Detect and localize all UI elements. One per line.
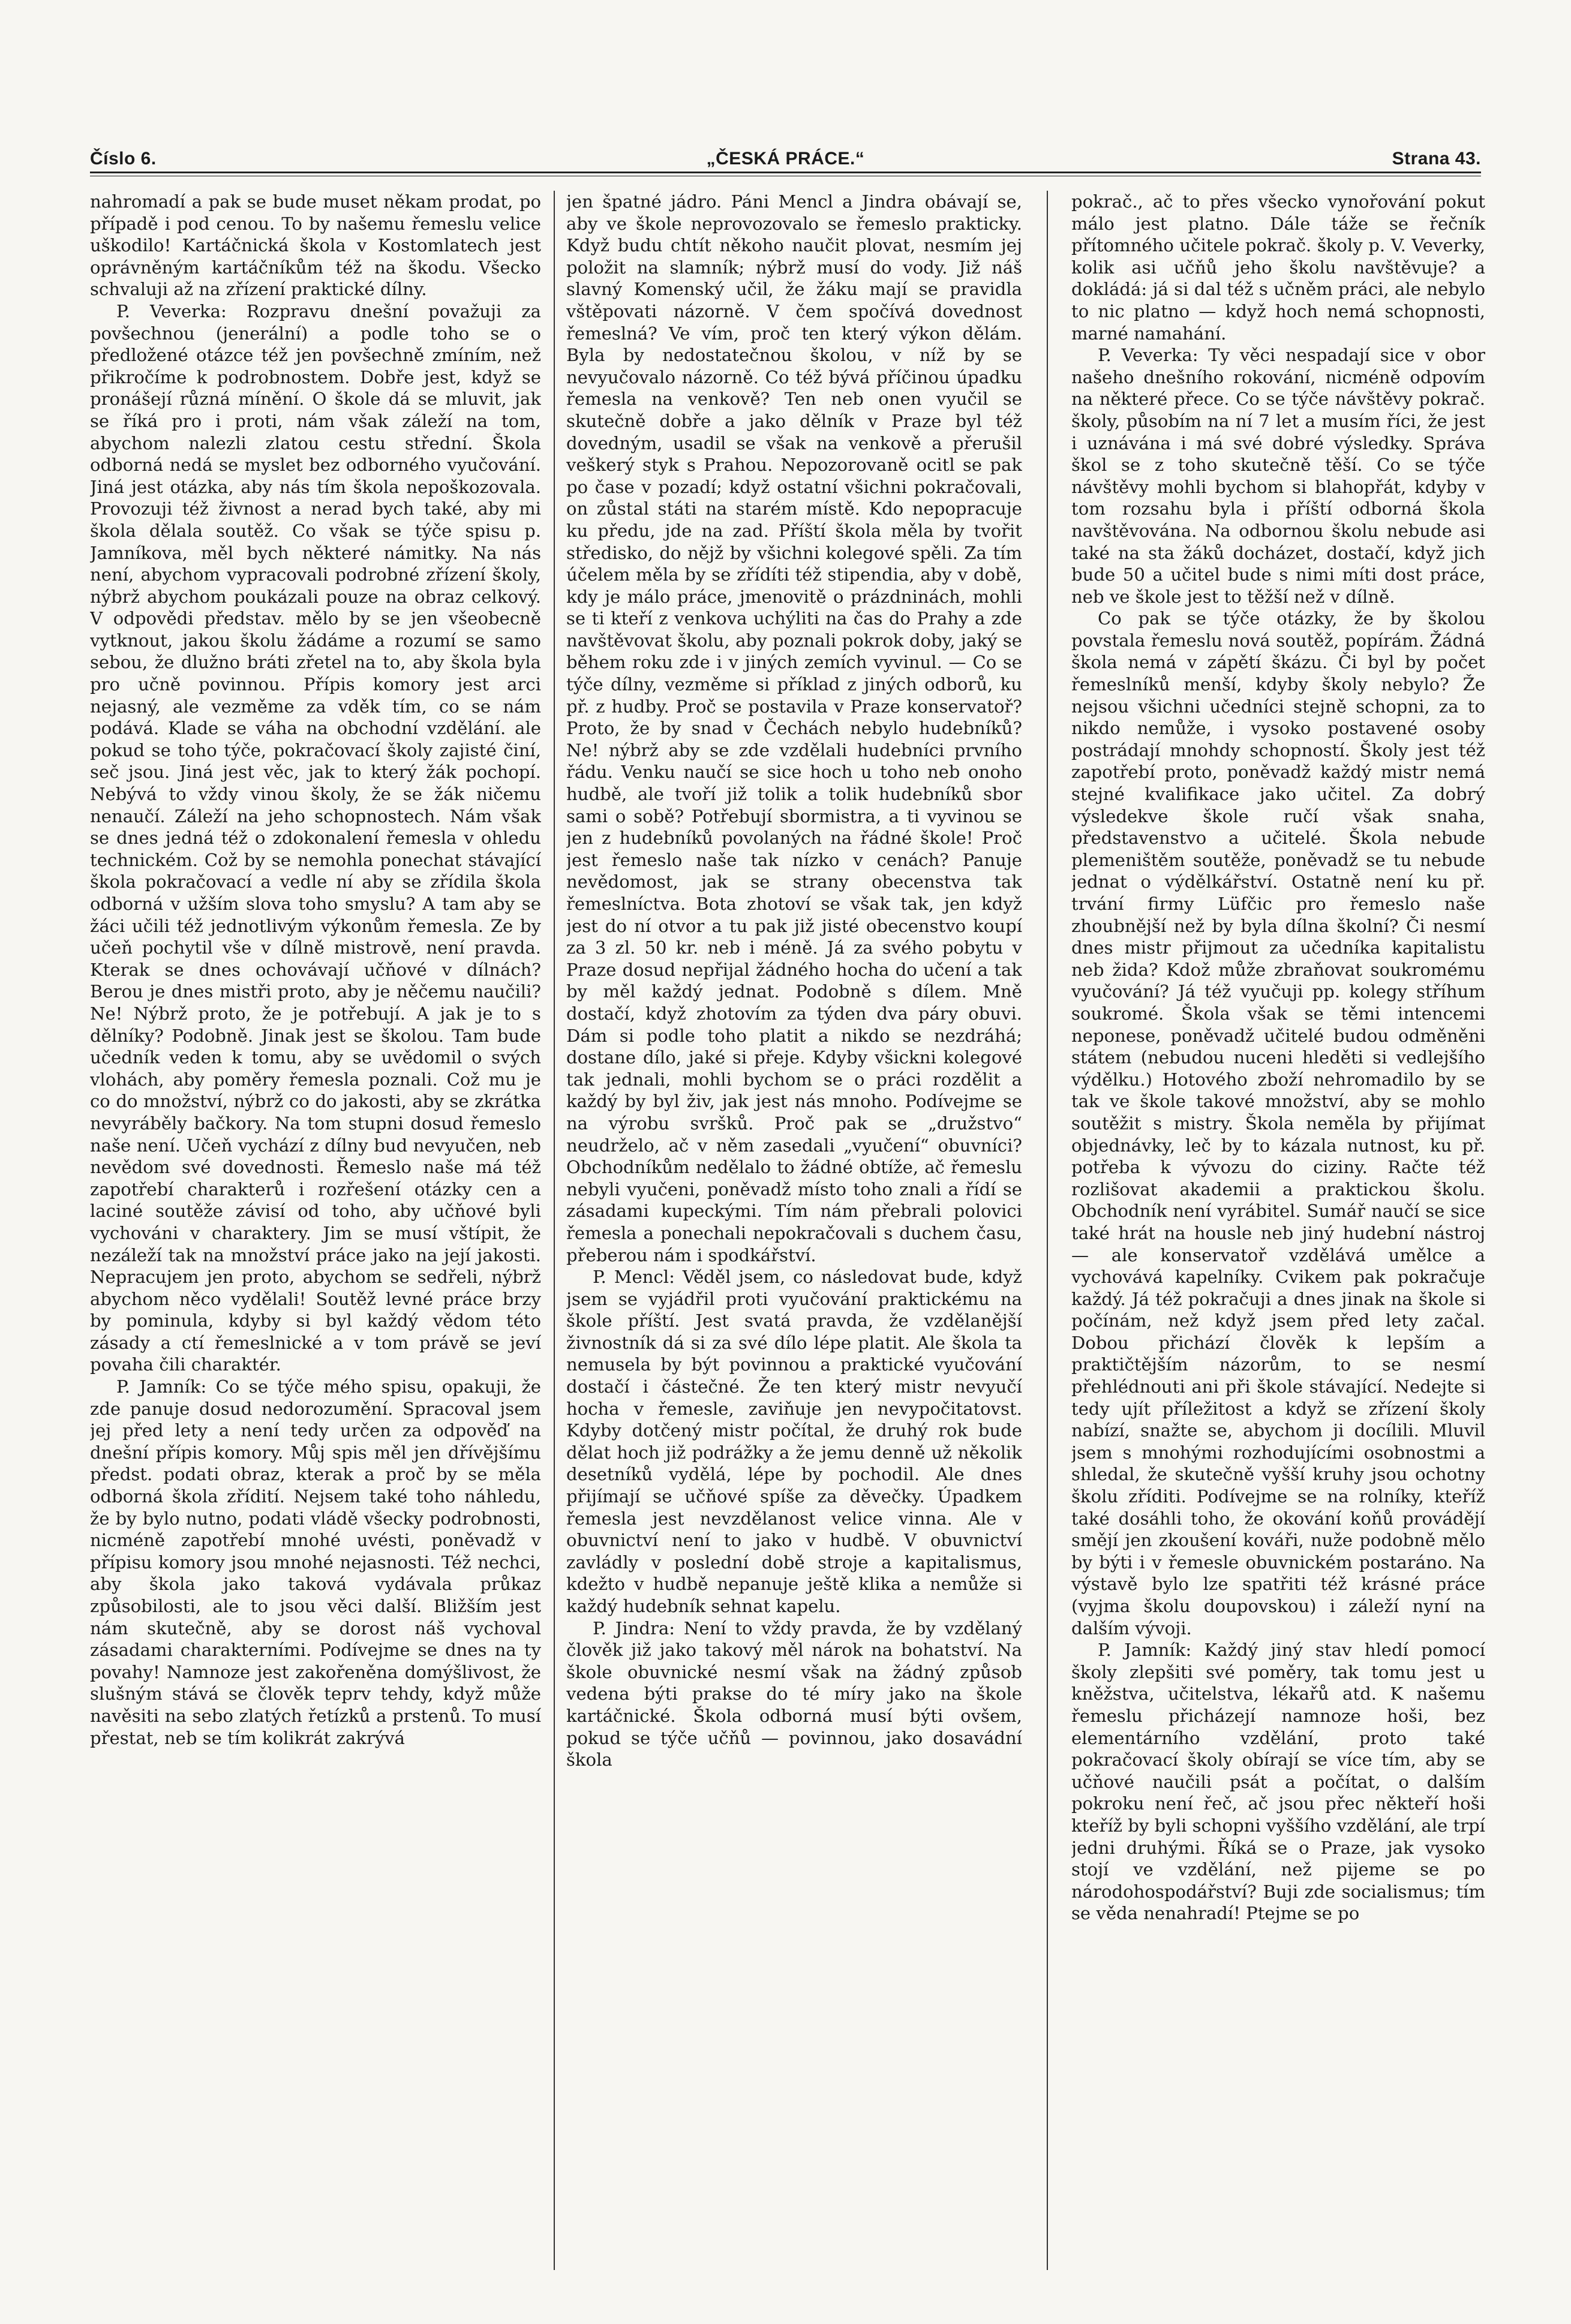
column-divider xyxy=(1047,191,1048,2270)
newspaper-title: „ČESKÁ PRÁCE.“ xyxy=(706,149,865,169)
column-1 xyxy=(90,191,541,2279)
header-rule xyxy=(90,172,1481,176)
paragraph: jen špatné jádro. Páni Mencl a Jindra obávají se, aby ve škole neprovozovalo se řemeslo prakticky. Když budu chtít někoho naučit plovat, nesmím jej položit na slamník; nýbrž musí do vody. Již náš slavný Komenský učil, že žáku mají se pravidla vštěpovati názorně. V čem spočívá dovednost řemeslná? Ve vím, proč ten který výkon dělám. Byla by nedostatečnou školou, v níž by se nevyučovalo názorně. Co též bývá příčinou úpadku řemesla na venkově? Ten neb onen vyučil se skutečně dobře a jako dělník v Praze byl též dovedným, usadil se však na venkově a přerušil veškerý styk s Prahou. Nepozorovaně ocitl se pak po čase v pozadí; když ostatní všichni pokračovali, on zůstal státi na starém místě. Kdo nepopracuje ku předu, jde na zad. Příští škola měla by tvořit středisko, do nějž by všichni kolegové spěli. Za tím účelem měla by se zřídíti též stipendia, aby v době, kdy je málo práce, jmenovitě o prázdninách, mohli se ti kteří z venkova uchýliti na čas do Prahy a zde navštěvovat školu, aby poznali pokrok doby, jaký se během roku zde i v jiných zemích vyvinul. — Co se týče dílny, vezměme si příklad z jiných odborů, ku př. z hudby. Proč se postavila v Praze konservatoř? Proto, že by snad v Čechách nebylo hudebníků? Ne! nýbrž aby se zde vzdělali hudebníci prvního řádu. Venku naučí se sice hoch u toho neb onoho hudbě, ale tvoří již tolik a tolik hudebníků sbor sami o sobě? Potřebují sbormistra, a ti vyvinou se jen z hudebníků povolaných na řádné škole! Proč jest řemeslo naše tak nízko v cenách? Panuje nevědomost, jak se strany obecenstva tak řemeslníctva. Bota zhotoví se však tak, jen když jest do ní otvor a tu pak již jisté obecenstvo koupí za 3 zl. 50 kr. neb i méně. Já za svého pobytu v Praze dosud nepřijal žádného hocha do učení a tak by měl každý jednat. Podobně s dílem. Mně dostačí, když zhotovím za týden dva páry obuvi. Dám si podle toho platit a nikdo se nezdráhá; dostane dílo, jaké si přeje. Kdyby všickni kolegové tak jednali, mohli bychom se o práci rozdělit a každý by byl živ, jak jest nás mnoho. Podívejme se na výrobu svršků. Proč pak se „družstvo“ neudrželo, ač v něm zasedali „vyučení“ obuvníci? Obchodníkům nedělalo to žádné obtíže, ač řemeslu nebyli vyučeni, poněvadž místo toho znali a řídí se zásadami kupeckými. Tím nám přebrali polovici řemesla a ponechali nepokračovali s duchem času, přeberou nám i spodkářství. xyxy=(566,191,1022,1265)
page-header xyxy=(90,133,1481,169)
paragraph: P. Jamník: Každý jiný stav hledí pomocí školy zlepšiti své poměry, tak tomu jest u kněžstva, učitelstva, lékařů atd. K našemu řemeslu přicházejí namnoze hoši, bez elementárního vzdělání, proto také pokračovací školy obírají se více tím, aby se učňové naučili psát a počítat, o dalším pokroku není řeč, ač jsou přec někteří hoši kteříž by byli schopni vyššího vzdělání, ale trpí jedni druhými. Říká se o Praze, jak vysoko stojí ve vzdělání, než pijeme se po národohospodářství? Buji zde socialismus; tím se věda nenahradí! Ptejme se po xyxy=(1071,1640,1485,1924)
column-divider xyxy=(554,191,555,2270)
paragraph: P. Jamník: Co se týče mého spisu, opakuji, že zde panuje dosud nedorozumění. Spracoval jsem jej před lety a není tedy určen za odpověď na dnešní přípis komory. Můj spis měl jen dřívějšímu předst. podati obraz, kterak a proč by se měla odborná škola zřídití. Nejsem také toho náhledu, že by bylo nutno, podati vládě všecky podrobnosti, nicméně zapotřebí mnohé uvésti, poněvadž v přípisu komory jsou mnohé nejasnosti. Též nechci, aby škola jako taková vydávala průkaz způsobilosti, ale to jsou věci další. Bližším jest nám skutečně, aby se dorost náš vychoval zásadami charakterními. Podívejme se dnes na ty povahy! Namnoze jest zakořeněna domýšlivost, že slušným stává se člověk teprv tehdy, když může navěsiti na sebo zlatých řetízků a prstenů. To musí přestat, neb se tím kolikrát zakrývá xyxy=(90,1376,541,1748)
paragraph: pokrač., ač to přes všecko vynořování pokut málo jest platno. Dále táže se řečník přítomného učitele pokrač. školy p. V. Veverky, kolik asi učňů jeho školu navštěvuje? a dokládá: já si dal též s učněm práci, ale nebylo to nic platno — když hoch nemá schopnosti, marné namahání. xyxy=(1071,191,1485,344)
paragraph: nahromadí a pak se bude muset někam prodat, po případě i pod cenou. To by našemu řemeslu velice uškodilo! Kartáčnická škola v Kostomlatech jest oprávněným kartáčníkům též na škodu. Všecko schvaluji až na zřízení praktické dílny. xyxy=(90,191,541,300)
paragraph: P. Mencl: Věděl jsem, co následovat bude, když jsem se vyjádřil proti vyučování praktickému na škole příští. Jest svatá pravda, že vzdělanější živnostník dá si za své dílo lépe platit. Ale škola ta nemusela by být povinnou a praktické vyučování dostačí i částečné. Že ten který mistr nevyučí hocha v řemesle, zaviňuje jen nevypočitatovst. Kdyby dotčený mistr počítal, že druhý rok bude dělat hoch již podrážky a že jemu denně už několik desetníků vydělá, lépe by pochodil. Ale dnes přijímají se učňové spíše za děvečky. Úpadkem řemesla jest nevzdělanost velice vinna. Ale v obuvnictví není to jako v hudbě. V obuvnictví zavládly v poslední době stroje a kapitalismus, kdežto v hudbě nepanuje ještě klika a nemůže si každý hudebník sehnat kapelu. xyxy=(566,1267,1022,1616)
paragraph: P. Veverka: Rozpravu dnešní považuji za povšechnou (jenerální) a podle toho se o předložené otázce též jen povšechně zmíním, než přikročíme k podrobnostem. Dobře jest, když se pronášejí různá mínění. O škole dá se mluvit, jak se říká pro i proti, nám však záleží na tom, abychom nalezli zlatou cestu střední. Škola odborná nedá se myslet bez odborného vyučování. Jiná jest otázka, aby nás tím škola nepoškozovala. Provozuji též živnost a nerad bych také, aby mi škola dělala soutěž. Co však se týče spisu p. Jamníkova, měl bych některé námitky. Na nás není, abychom vypracovali podrobné zřízení školy, nýbrž abychom poukázali pouze na obraz celkový. V odpovědi představ. mělo by se jen všeobecně vytknout, jakou školu žádáme a rozumí se samo sebou, že dlužno bráti zřetel na to, aby škola byla pro učně povinnou. Přípis komory jest arci nejasný, ale vezměme za vděk tím, co se nám podává. Klade se váha na obchodní vzdělání. ale pokud se toho týče, pokračovací školy zajisté činí, seč jsou. Jiná jest věc, jak to který žák pochopí. Nebývá to vždy vinou školy, že se žák ničemu nenaučí. Záleží na jeho schopnostech. Nám však se dnes jedná též o zdokonalení řemesla v ohledu technickém. Což by se nemohla ponechat stávající škola pokračovací a vedle ní aby se zřídila škola odborná v užším slova toho smyslu? A tam aby se žáci učili též jednotlivým výkonům řemesla. Ze by učeň pochytil vše v dílně mistrově, není pravda. Kterak se dnes ochovávají učňové v dílnách? Berou je dnes mistři proto, aby je něčemu naučili? Ne! Nýbrž proto, že je potřebují. A jak je to s dělníky? Podobně. Jinak jest se školou. Tam bude učedník veden k tomu, aby se uvědomil o svých vlohách, aby poměry řemesla poznali. Což mu je co do množství, nýbrž co do jakosti, aby se zkrátka nevyráběly bačkory. Na tom stupni dosud řemeslo naše není. Učeň vychází z dílny bud nevyučen, neb nevědom své dovednosti. Řemeslo naše má též zapotřebí charakterů i rozřešení otázky cen a laciné soutěže závisí od toho, aby učňové byli vychováni v charaktery. Jim se musí vštípit, že nezáleží tak na množství práce jako na její jakosti. Nepracujem jen proto, abychom se sedřeli, nýbrž abychom něco vydělali! Soutěž levné práce brzy by pominula, kdyby si byl každý vědom této zásady a ctí řemeslnické a v tom právě se jeví povaha čili charaktér. xyxy=(90,300,541,1375)
paragraph: Co pak se týče otázky, že by školou povstala řemeslu nová soutěž, popírám. Žádná škola nemá v zápětí škázu. Či byl by počet řemeslníků menší, kdyby školy nebylo? Že nejsou všichni učedníci stejně schopni, za to nikdo nemůže, i vysoko postavené osoby postrádají mnohdy schopností. Školy jest též zapotřebí proto, poněvadž každý mistr nemá stejné kvalifikace jako učitel. Za dobrý výsledekve škole ručí však snaha, představenstvo a učitelé. Škola nebude plemeništěm soutěže, poněvadž se tu nebude jednat o výdělkářství. Ostatně není ku př. trvání firmy Lüfčic pro řemeslo naše zhoubnější než by byla dílna školní? Či nesmí dnes mistr přijmout za učedníka kapitalistu neb žida? Kdož může zbraňovat soukromému vyučování? Já též vyučuji pp. kolegy stříhum soukromé. Škola však se těmi intencemi neponese, poněvadž učitelé budou odměněni státem (nebudou nuceni hleděti si vedlejšího výdělku.) Hotového zboží nehromadilo by se tak ve škole takové množství, aby se mohlo soutěžit s mistry. Škola neměla by přijímat objednávky, leč by to kázala nutnost, ku př. potřeba k vývozu do ciziny. Račte též rozlišovat akademii a praktickou školu. Obchodník není vyrábitel. Sumář naučí se sice také hrát na housle neb jiný hudební nástroj — ale konservatoř vzdělává umělce a vychovává kapelníky. Cvikem pak pokračuje každý. Já též pokračuji a dnes jinak na škole si počínám, než když jsem před lety začal. Dobou přichází člověk k lepším a praktičtějším názorům, to se nesmí přehlédnouti ani při škole stávající. Nedejte si tedy ujít příležitost a když se zřízení školy nabízí, snažte se, abychom ji docílili. Mluvil jsem s mnohými rozhodujícími osobnostmi a shledal, že skutečně vyšší kruhy jsou ochotny školu zříditi. Podívejme se na rolníky, kteříž také dosáhli toho, že okování koňů provádějí smějí jen zkoušení kováři, nuže podobně mělo by býti i v řemesle obuvnickém postaráno. Na výstavě bylo lze spatřiti též krásné práce (vyjma školu doupovskou) i záleží nyní na dalším vývoji. xyxy=(1071,608,1485,1638)
column-2 xyxy=(566,191,1022,2279)
issue-number: Číslo 6. xyxy=(90,149,157,169)
paragraph: P. Jindra: Není to vždy pravda, že by vzdělaný člověk již jako takový měl nárok na bohatství. Na škole obuvnické nesmí však na žádný způsob vedena býti prakse do té míry jako na škole kartáčnické. Škola odborná musí býti ovšem, pokud se týče učňů — povinnou, jako dosavádní škola xyxy=(566,1618,1022,1770)
page-number: Strana 43. xyxy=(1392,149,1481,169)
column-3 xyxy=(1071,191,1485,2279)
paragraph: P. Veverka: Ty věci nespadají sice v obor našeho dnešního rokování, nicméně odpovím na některé přece. Co se týče návštěvy pokrač. školy, působím na ní 7 let a musím říci, že jest i uznávána i má své dobré výsledky. Správa škol se z toho skutečně těší. Co se týče návštěvy mohli bychom si blahopřát, kdyby v tom rozsahu byla i příští odborná škola navštěvována. Na odbornou školu nebude asi také na sta žáků docházet, dostačí, když jich bude 50 a učitel bude s nimi míti dost práce, neb ve škole jest to těžší než v dílně. xyxy=(1071,345,1485,607)
